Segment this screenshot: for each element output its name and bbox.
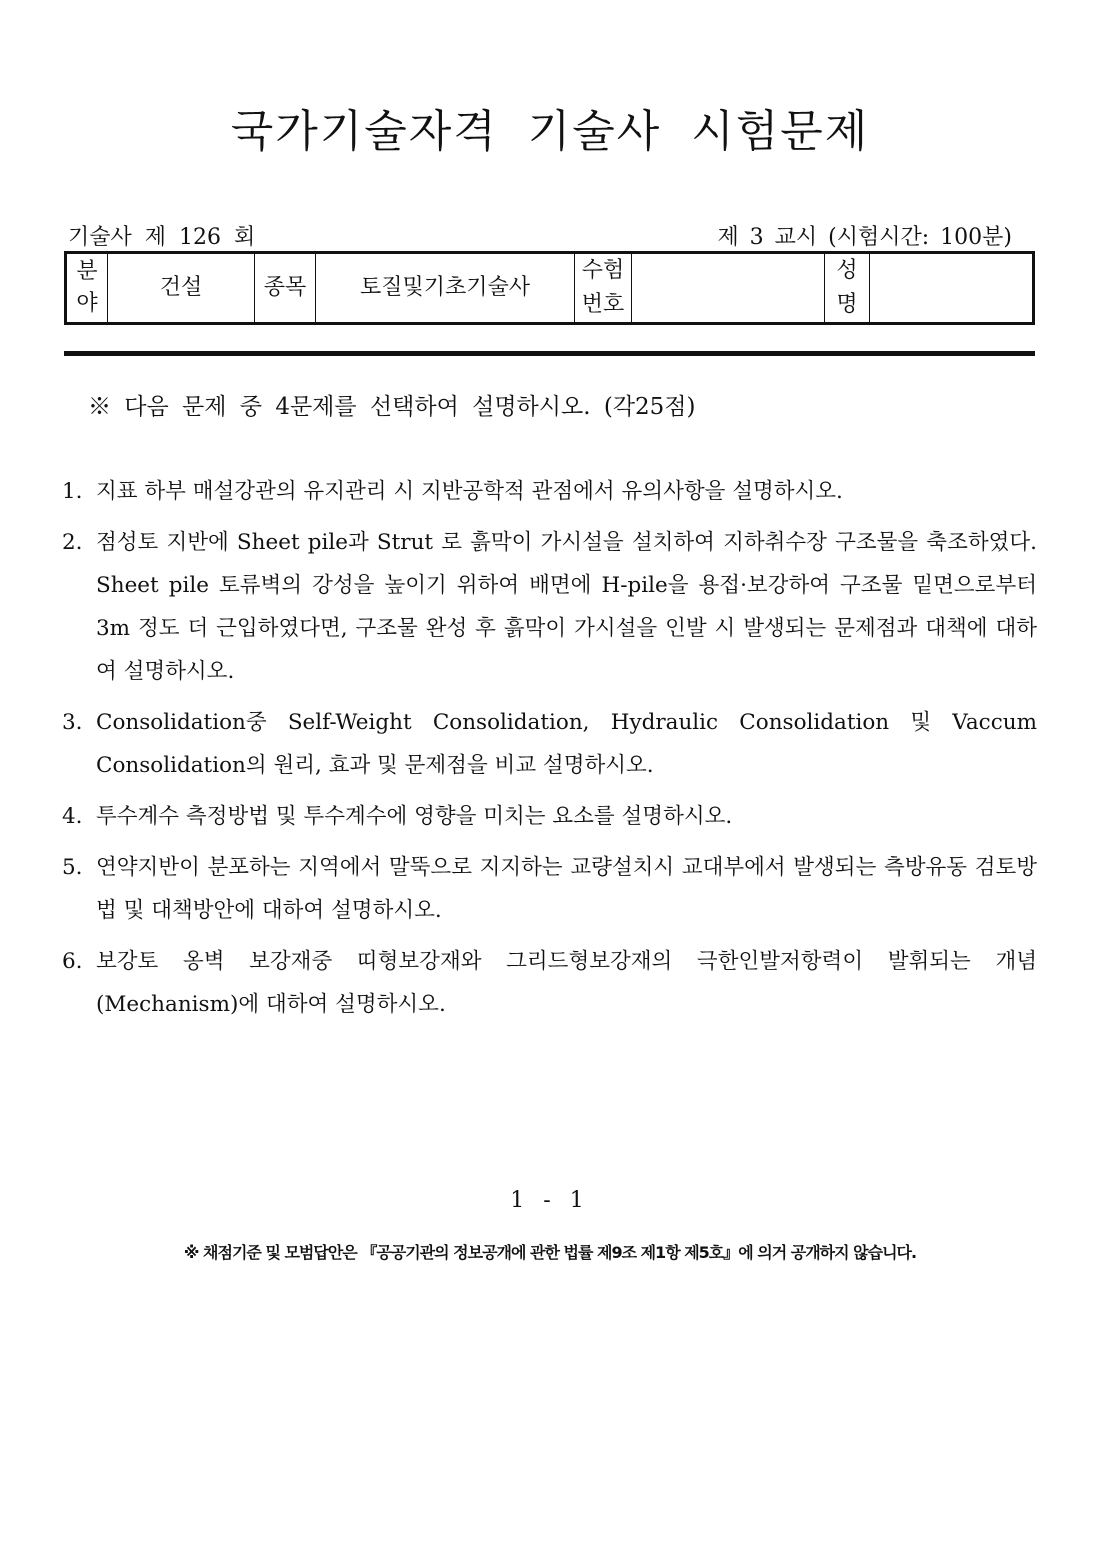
question-item bbox=[62, 846, 1037, 932]
question-text: 투수계수 측정방법 및 투수계수에 영향을 미치는 요소를 설명하시오. bbox=[96, 804, 733, 829]
exam-info-table bbox=[64, 251, 1035, 325]
question-number: 1. bbox=[62, 479, 83, 504]
item-label: 종목 bbox=[255, 253, 316, 324]
question-number: 4. bbox=[62, 804, 83, 829]
exam-number-label-line2: 번호 bbox=[581, 292, 625, 317]
exam-number-field[interactable] bbox=[632, 253, 825, 324]
question-text: 연약지반이 분포하는 지역에서 말뚝으로 지지하는 교량설치시 교대부에서 발생되는 측방유동 검토방법 및 대책방안에 대하여 설명하시오. bbox=[96, 855, 1037, 923]
question-number: 2. bbox=[62, 530, 83, 555]
question-item bbox=[62, 795, 1037, 838]
question-number: 6. bbox=[62, 949, 83, 974]
exam-round: 기술사 제 126 회 bbox=[68, 225, 256, 250]
exam-number-label-line1: 수험 bbox=[581, 258, 625, 283]
name-label-line1: 성 bbox=[836, 258, 858, 283]
question-item bbox=[62, 940, 1037, 1026]
disclosure-footnote: ※ 채점기준 및 모범답안은 『공공기관의 정보공개에 관한 법률 제9조 제1항 제5호』에 의거 공개하지 않습니다. bbox=[183, 1243, 917, 1262]
question-number: 3. bbox=[62, 710, 83, 735]
question-item bbox=[62, 470, 1037, 513]
exam-number-label-cell bbox=[575, 253, 632, 324]
item-value: 토질및기초기술사 bbox=[316, 253, 575, 324]
name-label-line2: 명 bbox=[836, 292, 858, 317]
exam-title: 국가기술자격 기술사 시험문제 bbox=[230, 106, 870, 157]
question-number: 5. bbox=[62, 855, 83, 880]
page-number: 1 - 1 bbox=[510, 1188, 590, 1213]
field-label: 분야 bbox=[76, 259, 98, 316]
question-text: Consolidation중 Self-Weight Consolidation, Hydraulic Consolidation 및 Vaccum Consolidation의 원리, 효과 및 문제점을 비교 설명하시오. bbox=[96, 710, 1037, 778]
question-list bbox=[62, 470, 1037, 1034]
field-label-cell bbox=[66, 253, 108, 324]
instruction-text: ※ 다음 문제 중 4문제를 선택하여 설명하시오. (각25점) bbox=[88, 394, 696, 420]
question-text: 지표 하부 매설강관의 유지관리 시 지반공학적 관점에서 유의사항을 설명하시오. bbox=[96, 479, 843, 504]
name-label-cell bbox=[825, 253, 870, 324]
divider-rule bbox=[64, 351, 1035, 356]
field-value: 건설 bbox=[108, 253, 255, 324]
question-text: 보강토 옹벽 보강재중 띠형보강재와 그리드형보강재의 극한인발저항력이 발휘되는 개념(Mechanism)에 대하여 설명하시오. bbox=[96, 949, 1037, 1017]
name-field[interactable] bbox=[870, 253, 1034, 324]
question-item bbox=[62, 701, 1037, 787]
question-item bbox=[62, 521, 1037, 693]
exam-session: 제 3 교시 (시험시간: 100분) bbox=[717, 225, 1012, 250]
question-text: 점성토 지반에 Sheet pile과 Strut 로 흙막이 가시설을 설치하여 지하취수장 구조물을 축조하였다. Sheet pile 토류벽의 강성을 높이기 위하여 배면에 H-pile을 용접·보강하여 구조물 밑면으로부터 3m 정도 더 근입하였다면, 구조물 완성 후 흙막이 가시설을 인발 시 발생되는 문제점과 대책에 대하여 설명하시오. bbox=[96, 530, 1037, 684]
